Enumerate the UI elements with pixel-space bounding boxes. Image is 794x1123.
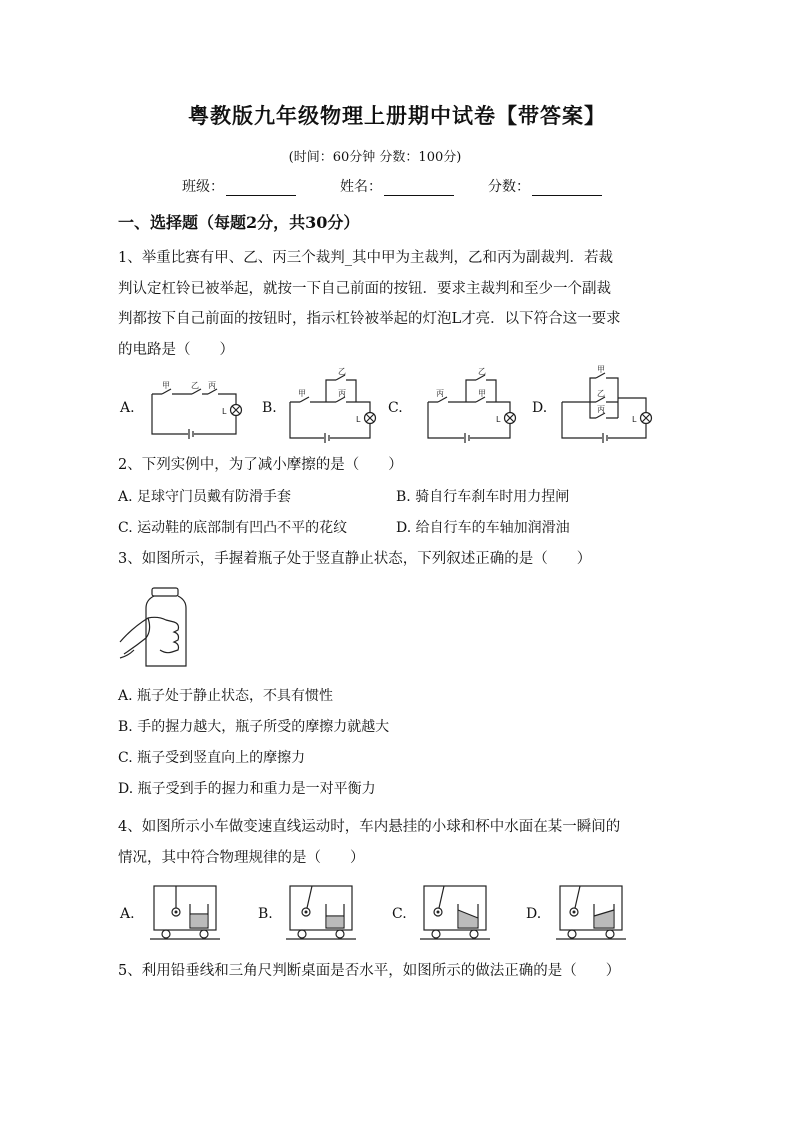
q3-option-b: B. 手的握力越大，瓶子所受的摩擦力就越大 [118,719,390,735]
switch-label: 丙 [338,389,346,398]
class-field[interactable] [182,176,296,196]
switch-label: 甲 [298,389,306,398]
lamp-label: L [632,415,637,424]
q4-option-a-label: A. [120,906,135,922]
question-1-line: 的电路是（ ） [118,341,234,358]
switch-label: 甲 [597,365,605,374]
switch-label: 乙 [191,381,199,390]
score-field[interactable] [488,176,602,196]
q3-option-d: D. 瓶子受到手的握力和重力是一对平衡力 [118,781,376,797]
lamp-label: L [356,415,361,424]
name-label: 姓名： [340,179,382,195]
switch-label: 丙 [597,405,605,414]
circuit-diagram-d [560,365,656,440]
question-2: 2、下列实例中，为了减小摩擦的是（ ） [118,457,403,473]
q4-option-c-label: C. [392,906,407,922]
q4-option-b-label: B. [258,906,273,922]
question-5: 5、利用铅垂线和三角尺判断桌面是否水平，如图所示的做法正确的是（ ） [118,963,621,979]
switch-label: 甲 [478,389,486,398]
switch-label: 甲 [162,381,170,390]
cart-diagram-a [150,884,222,942]
lamp-label: L [496,415,501,424]
switch-label: 乙 [597,389,605,398]
score-label: 分数： [488,179,530,195]
question-1-line: 判认定杠铃已被举起，就按一下自己前面的按钮．要求主裁判和至少一个副裁 [118,280,611,297]
q3-option-a: A. 瓶子处于静止状态，不具有惯性 [118,688,334,704]
switch-label: 丙 [208,381,216,390]
switch-label: 丙 [436,389,444,398]
q1-option-b-label: B. [262,400,277,416]
hand-bottle-illustration [118,586,200,672]
circuit-diagram-c [424,367,518,440]
cart-diagram-c [420,884,492,942]
circuit-diagram-b [286,367,378,440]
q2-option-d: D. 给自行车的车轴加润滑油 [396,520,570,536]
question-4-line: 4、如图所示小车做变速直线运动时，车内悬挂的小球和杯中水面在某一瞬间的 [118,819,621,835]
page-title: 粤教版九年级物理上册期中试卷【带答案】 [188,103,606,128]
switch-label: 乙 [478,367,486,376]
question-4-line: 情况，其中符合物理规律的是（ ） [118,849,365,866]
q2-option-c: C. 运动鞋的底部制有凹凸不平的花纹 [118,520,348,536]
lamp-label: L [222,407,227,416]
name-blank[interactable] [384,181,454,196]
cart-diagram-d [556,884,628,942]
circuit-diagram-a [148,380,244,436]
q1-option-c-label: C. [388,400,403,416]
q2-option-a: A. 足球守门员戴有防滑手套 [118,489,292,505]
q3-option-c: C. 瓶子受到竖直向上的摩擦力 [118,750,306,766]
q2-option-b: B. 骑自行车刹车时用力捏闸 [396,489,570,505]
name-field[interactable] [340,176,454,196]
class-blank[interactable] [226,181,296,196]
question-1-line: 1、举重比赛有甲、乙、丙三个裁判_其中甲为主裁判，乙和丙为副裁判．若裁 [118,250,613,266]
question-3: 3、如图所示，手握着瓶子处于竖直静止状态，下列叙述正确的是（ ） [118,551,592,567]
class-label: 班级： [182,179,224,195]
switch-label: 乙 [338,367,346,376]
section-heading: 一、选择题（每题2分，共30分） [118,213,360,232]
question-4 [118,812,678,873]
cart-diagram-b [286,884,358,942]
question-1-line: 判都按下自己前面的按钮时，指示杠铃被举起的灯泡L才亮．以下符合这一要求 [118,311,621,327]
q1-option-a-label: A. [120,400,135,416]
q1-option-d-label: D. [532,400,548,416]
exam-time-score: (时间：60分钟 分数：100分) [288,150,462,165]
q4-option-d-label: D. [526,906,542,922]
score-blank[interactable] [532,181,602,196]
question-1 [118,243,678,365]
